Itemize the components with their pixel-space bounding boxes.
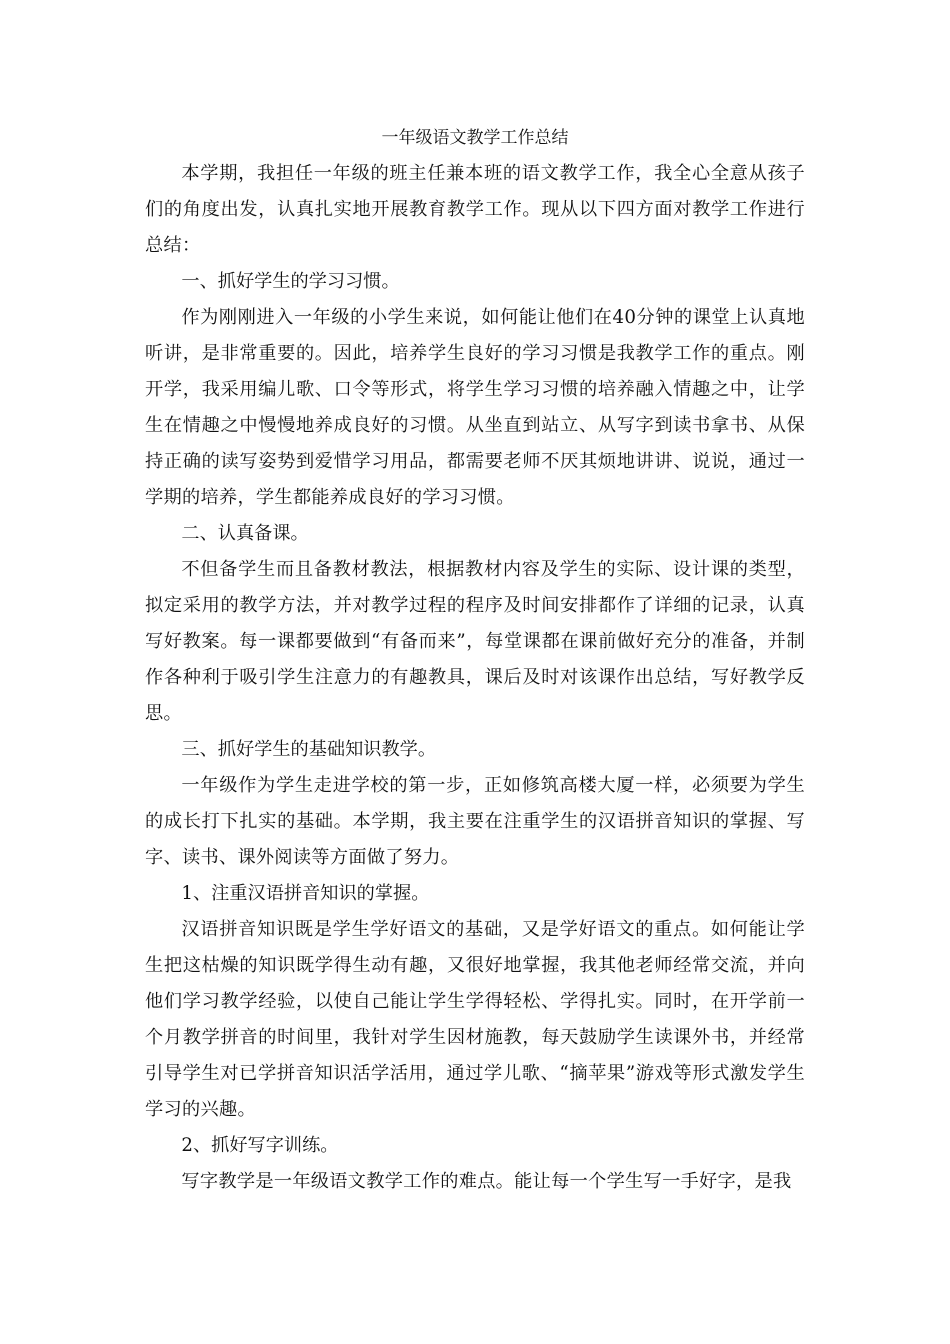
- section-heading-1: 一、抓好学生的学习习惯。: [181, 271, 400, 292]
- section-heading-3: 三、抓好学生的基础知识教学。: [181, 739, 437, 760]
- subsection-heading-2: 2、抓好写字训练。: [181, 1135, 339, 1156]
- document-page: [145, 120, 805, 1200]
- subsection-2-paragraph: 写字教学是一年级语文教学工作的难点。能让每一个学生写一手好字，是我: [181, 1171, 792, 1192]
- section-1-paragraph: 作为刚刚进入一年级的小学生来说，如何能让他们在40分钟的课堂上认真地听讲，是非常重要的。因此，培养学生良好的学习习惯是我教学工作的重点。刚开学，我采用编儿歌、口令等形式，将学生学习习惯的培养融入情趣之中，让学生在情趣之中慢慢地养成良好的习惯。从坐直到站立、从写字到读书拿书、从保持正确的读写姿势到爱惜学习用品，都需要老师不厌其烦地讲讲、说说，通过一学期的培养，学生都能养成良好的学习习惯。: [145, 307, 805, 508]
- section-heading-2: 二、认真备课。: [181, 523, 309, 544]
- section-3-paragraph: 一年级作为学生走进学校的第一步，正如修筑高楼大厦一样，必须要为学生的成长打下扎实的基础。本学期，我主要在注重学生的汉语拼音知识的掌握、写字、读书、课外阅读等方面做了努力。: [145, 775, 805, 868]
- section-2-paragraph: 不但备学生而且备教材教法，根据教材内容及学生的实际、设计课的类型，拟定采用的教学方法，并对教学过程的程序及时间安排都作了详细的记录，认真写好教案。每一课都要做到“有备而来”，每堂课都在课前做好充分的准备，并制作各种利于吸引学生注意力的有趣教具，课后及时对该课作出总结，写好教学反思。: [145, 559, 805, 724]
- subsection-1-paragraph: 汉语拼音知识既是学生学好语文的基础，又是学好语文的重点。如何能让学生把这枯燥的知识既学得生动有趣，又很好地掌握，我其他老师经常交流，并向他们学习教学经验，以使自己能让学生学得轻松、学得扎实。同时，在开学前一个月教学拼音的时间里，我针对学生因材施教，每天鼓励学生读课外书，并经常引导学生对已学拼音知识活学活用，通过学儿歌、“摘苹果”游戏等形式激发学生学习的兴趣。: [145, 919, 805, 1120]
- subsection-heading-1: 1、注重汉语拼音知识的掌握。: [181, 883, 430, 904]
- intro-paragraph: 本学期，我担任一年级的班主任兼本班的语文教学工作，我全心全意从孩子们的角度出发，认真扎实地开展教育教学工作。现从以下四方面对教学工作进行总结：: [145, 163, 805, 256]
- document-title: 一年级语文教学工作总结: [381, 128, 569, 148]
